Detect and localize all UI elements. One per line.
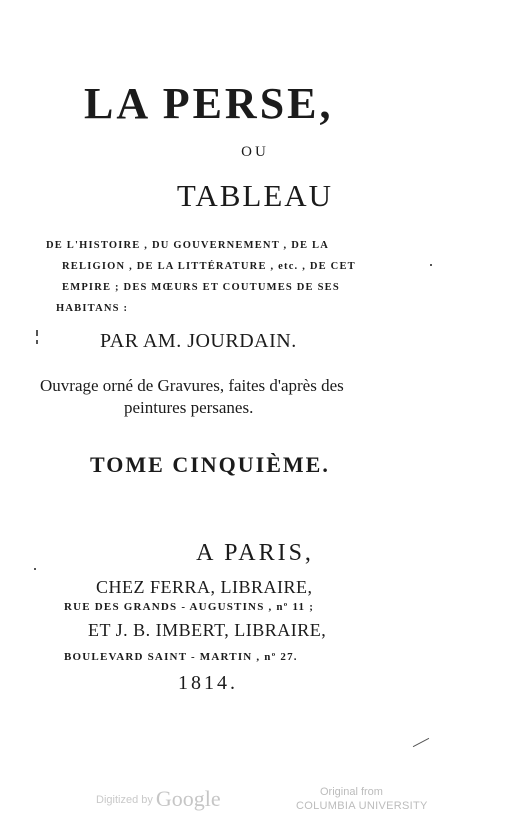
volume-label: TOME CINQUIÈME. <box>90 452 330 477</box>
ink-speck <box>34 568 36 570</box>
publisher-name: ET J. B. IMBERT, LIBRAIRE, <box>88 620 327 640</box>
author-name: JOURDAIN. <box>187 330 297 352</box>
ink-speck <box>413 738 429 747</box>
illustration-note-line: Ouvrage orné de Gravures, faites d'après des <box>40 376 344 395</box>
origin-institution: COLUMBIA UNIVERSITY <box>296 800 428 812</box>
description-line: DE L'HISTOIRE , DU GOUVERNEMENT , DE LA <box>46 240 329 251</box>
description-line: EMPIRE ; DES MŒURS ET COUTUMES DE SES <box>62 282 340 293</box>
publication-year: 1814. <box>178 672 238 694</box>
google-logo: Google <box>155 786 221 811</box>
illustration-note-line: peintures persanes. <box>124 398 254 417</box>
digitized-by-watermark <box>96 786 221 812</box>
description-line: RELIGION , DE LA LITTÉRATURE , etc. , DE CET <box>62 261 356 272</box>
publisher-address: RUE DES GRANDS - AUGUSTINS , nº 11 ; <box>64 601 315 613</box>
ink-speck <box>36 330 38 336</box>
book-title: LA PERSE, <box>84 79 334 128</box>
publisher-address: BOULEVARD SAINT - MARTIN , nº 27. <box>64 651 298 663</box>
title-conjunction: OU <box>241 144 269 160</box>
description-line: HABITANS : <box>56 303 129 314</box>
origin-label: Original from <box>320 786 383 798</box>
digitized-label: Digitized by <box>96 794 153 806</box>
author-line <box>100 330 297 353</box>
book-subtitle: TABLEAU <box>176 178 334 213</box>
publication-place: A PARIS, <box>196 540 314 566</box>
author-prefix: PAR AM. <box>100 330 182 352</box>
ink-speck <box>36 340 38 344</box>
ink-speck <box>430 264 432 266</box>
publisher-name: CHEZ FERRA, LIBRAIRE, <box>96 577 313 597</box>
